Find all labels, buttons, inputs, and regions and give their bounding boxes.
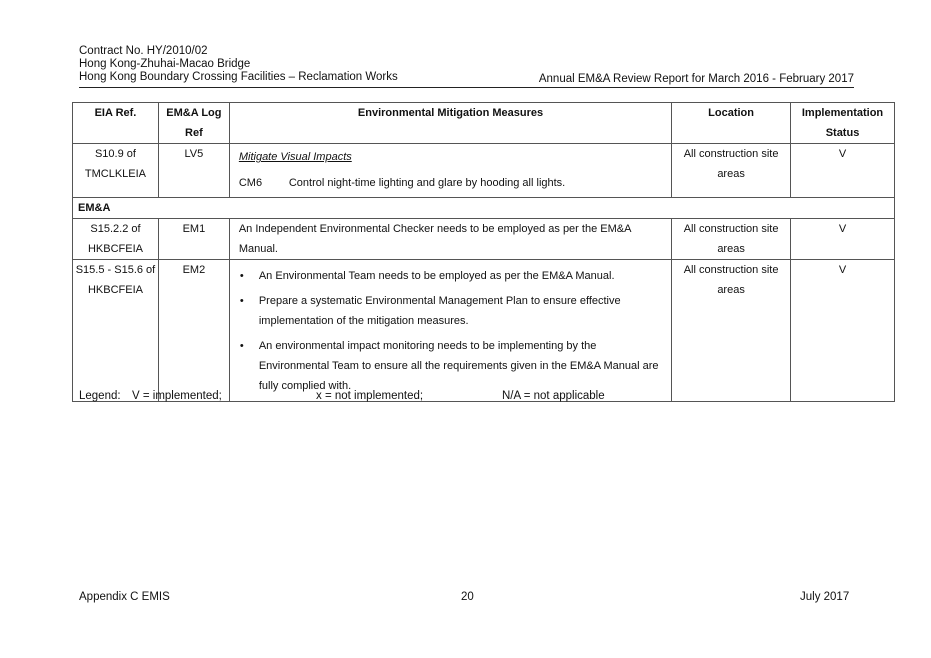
col-measures: Environmental Mitigation Measures: [229, 103, 671, 144]
status-cell: V: [791, 219, 895, 260]
log-ref-cell: EM2: [158, 260, 229, 402]
eia-ref-cell: S15.5 - S15.6 of HKBCFEIA: [73, 260, 159, 402]
table-header-row: [73, 103, 895, 144]
col-status: Implementation Status: [791, 103, 895, 144]
document-header: [79, 45, 398, 84]
location-cell: All construction site areas: [672, 144, 791, 198]
page-number: 20: [461, 591, 474, 603]
col-location: Location: [672, 103, 791, 144]
measure-cell: [229, 260, 671, 402]
measure-code: CM6: [238, 177, 263, 189]
list-item: • An Environmental Team needs to be employed as per the EM&A Manual.: [239, 266, 665, 286]
status-cell: V: [791, 260, 895, 402]
report-title: Annual EM&A Review Report for March 2016 - February 2017: [538, 73, 854, 85]
eia-ref-cell: S15.2.2 of HKBCFEIA: [73, 219, 159, 260]
col-eia-ref: EIA Ref.: [73, 103, 159, 144]
list-item: • Prepare a systematic Environmental Management Plan to ensure effective implementation of the mitigation measures.: [239, 291, 665, 331]
footer-date: July 2017: [800, 591, 850, 603]
contract-number: Contract No. HY/2010/02: [79, 45, 208, 57]
emis-table: [72, 102, 895, 402]
eia-ref-cell: S10.9 of TMCLKLEIA: [73, 144, 159, 198]
bullet-icon: •: [239, 295, 244, 307]
bullet-icon: •: [239, 270, 244, 282]
table-row: [73, 260, 895, 402]
bullet-icon: •: [239, 340, 244, 352]
log-ref-cell: EM1: [158, 219, 229, 260]
list-item: • An environmental impact monitoring needs to be implementing by the Environmental Team to ensure all the requirements given in the EM&A Manual are fully complied with.: [239, 336, 665, 396]
legend-not-applicable: N/A = not applicable: [502, 390, 605, 402]
status-cell: V: [791, 144, 895, 198]
table-row: [73, 219, 895, 260]
table-row: [73, 144, 895, 198]
log-ref-cell: LV5: [158, 144, 229, 198]
footer-appendix: Appendix C EMIS: [79, 591, 170, 603]
legend-implemented: V = implemented;: [132, 390, 222, 402]
measure-cell: An Independent Environmental Checker needs to be employed as per the EM&A Manual.: [229, 219, 671, 260]
legend-label: Legend:: [79, 390, 121, 402]
measure-bullet-list: [239, 266, 665, 396]
legend-not-implemented: x = not implemented;: [316, 390, 424, 402]
section-row: [73, 198, 895, 219]
measure-heading: Mitigate Visual Impacts: [238, 151, 352, 163]
measure-cell: [229, 144, 671, 198]
project-name: Hong Kong-Zhuhai-Macao Bridge: [79, 58, 251, 70]
measure-text: Control night-time lighting and glare by hooding all lights.: [288, 177, 566, 189]
works-name: Hong Kong Boundary Crossing Facilities – Reclamation Works: [79, 71, 398, 83]
section-title: EM&A: [73, 198, 895, 219]
col-log-ref: EM&A Log Ref: [158, 103, 229, 144]
header-divider: [79, 87, 854, 88]
location-cell: All construction site areas: [672, 260, 791, 402]
location-cell: All construction site areas: [672, 219, 791, 260]
